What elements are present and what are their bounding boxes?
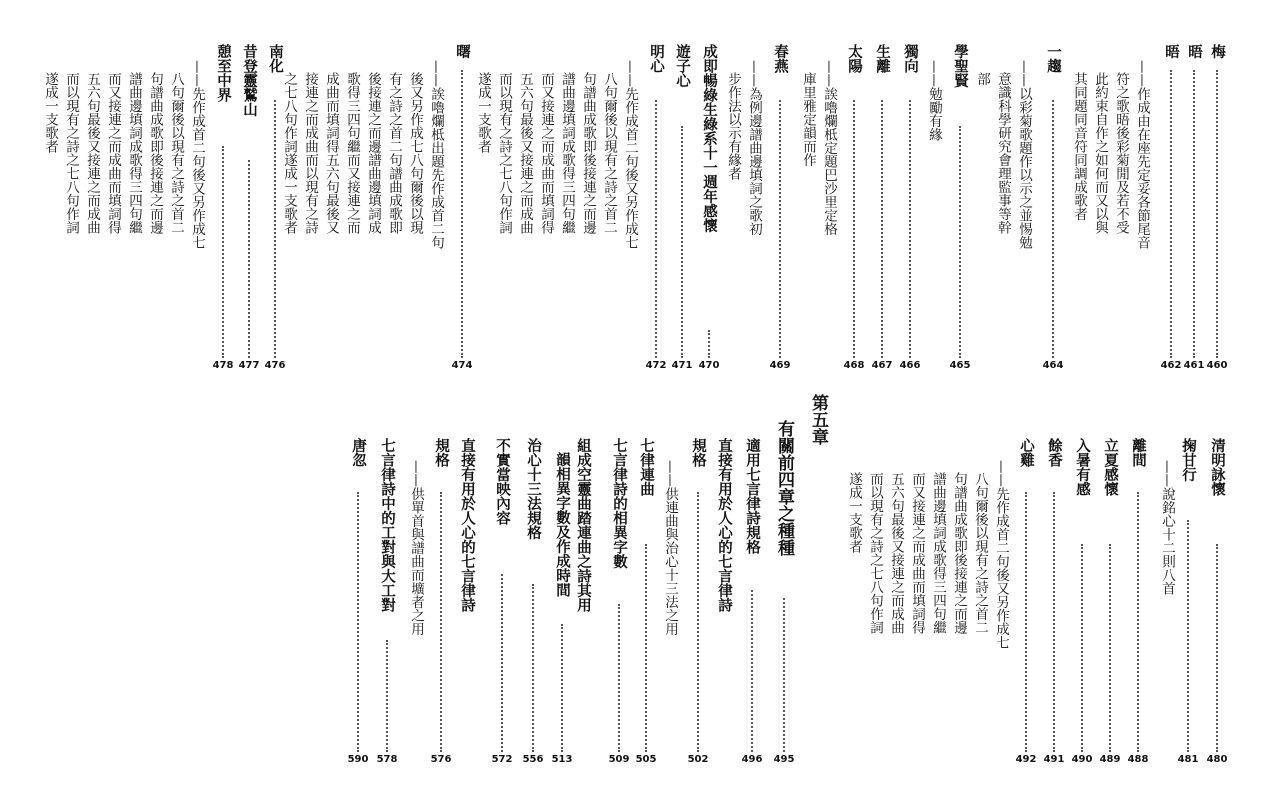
toc-entry-description bbox=[454, 0, 480, 800]
toc-entry-title: 五六句最後又接連之而成曲 bbox=[84, 72, 100, 234]
page-number: 513 bbox=[551, 754, 573, 765]
page-number: 468 bbox=[843, 360, 865, 371]
toc-entry bbox=[1069, 0, 1095, 800]
toc-entry-title: 部 bbox=[974, 72, 990, 86]
toc-entry bbox=[428, 0, 454, 800]
toc-entry-title: 七律連曲 bbox=[638, 438, 655, 496]
leader-dots bbox=[645, 544, 647, 752]
toc-entry-title: 掬甘行 bbox=[1180, 438, 1197, 482]
toc-entry-title: 而以現有之詩之七八句作詞 bbox=[496, 72, 512, 234]
toc-entry-title: 直接有用於人心的七言律詩 bbox=[716, 438, 733, 612]
toc-entry-title: 春燕 bbox=[772, 44, 789, 73]
page-number: 470 bbox=[698, 360, 720, 371]
toc-entry-title: ——誒嚕爛柢出題先作成首二句 bbox=[428, 60, 444, 249]
toc-entry-title: 不實當映內容 bbox=[494, 438, 511, 525]
toc-entry-title: 八句爾後以現有之詩之首二 bbox=[601, 72, 617, 234]
toc-entry-title: 歌得三四句繼而又接連之而 bbox=[344, 72, 360, 234]
toc-entry-title: 而又接連之而成曲而填詞得 bbox=[538, 72, 554, 234]
toc-entry-title: 之七八句作詞遂成一支歌者 bbox=[281, 72, 297, 234]
toc-entry-title: ——說銘心十二則八首 bbox=[1159, 460, 1175, 595]
toc-entry-title: 此約束自作之如何而又以與 bbox=[1092, 72, 1108, 234]
page-number: 590 bbox=[347, 754, 369, 765]
toc-entry-title: 其同題同音符同調成歌者 bbox=[1071, 72, 1087, 221]
page-number: 480 bbox=[1206, 754, 1228, 765]
toc-entry-title: 遂成一支歌者 bbox=[475, 72, 491, 153]
page-number: 474 bbox=[451, 360, 473, 371]
toc-entry-description bbox=[805, 0, 831, 800]
page-number: 572 bbox=[491, 754, 513, 765]
page-number: 471 bbox=[671, 360, 693, 371]
toc-entry-title: 離間 bbox=[1130, 438, 1147, 467]
toc-entry bbox=[1041, 0, 1067, 800]
leader-dots bbox=[783, 598, 785, 752]
page-number: 505 bbox=[635, 754, 657, 765]
page-number: 478 bbox=[212, 360, 234, 371]
leader-dots bbox=[1137, 492, 1139, 752]
page-number: 576 bbox=[430, 754, 452, 765]
page-number: 466 bbox=[899, 360, 921, 371]
toc-entry-title: 唐忽 bbox=[350, 438, 367, 467]
page-number: 502 bbox=[687, 754, 709, 765]
toc-entry-title: 五六句最後又接連之而成曲 bbox=[888, 472, 904, 634]
toc-entry-title: 太陽 bbox=[846, 44, 863, 73]
toc-entry-title: 成曲而填詞得五六句最後又 bbox=[323, 72, 339, 234]
leader-dots bbox=[532, 584, 534, 752]
toc-entry bbox=[1097, 0, 1123, 800]
toc-entry-title: ——先作成首二句後又另作成七 bbox=[189, 60, 205, 249]
toc-entry-title: 晤 bbox=[1163, 44, 1180, 59]
page-number: 489 bbox=[1099, 754, 1121, 765]
toc-entry bbox=[606, 0, 632, 800]
toc-entry-title: ——供連曲與治心十三法之用 bbox=[662, 460, 678, 636]
toc-entry-title: 接連之而成曲而以現有之詩 bbox=[302, 72, 318, 234]
toc-entry-title: 憩至中界 bbox=[215, 44, 232, 102]
leader-dots bbox=[697, 492, 699, 752]
toc-entry-description bbox=[37, 0, 63, 800]
toc-entry bbox=[1204, 0, 1230, 800]
toc-entry-title: 生離 bbox=[874, 44, 891, 73]
leader-dots bbox=[222, 146, 224, 358]
toc-entry-title: 遂成一支歌者 bbox=[846, 472, 862, 553]
toc-entry-title: 譜曲邊填詞成歌得三四句繼 bbox=[930, 472, 946, 634]
page-number: 476 bbox=[264, 360, 286, 371]
page-number: 469 bbox=[769, 360, 791, 371]
page-number: 490 bbox=[1071, 754, 1093, 765]
toc-entry bbox=[489, 0, 515, 800]
leader-dots bbox=[751, 590, 753, 752]
toc-entry-title: 心雞 bbox=[1018, 438, 1035, 467]
page-number: 488 bbox=[1127, 754, 1149, 765]
toc-entry bbox=[236, 0, 262, 800]
toc-entry-title: 明心 bbox=[648, 44, 665, 73]
toc-entry-title: 韻相異字數及作成時間 bbox=[554, 452, 571, 597]
toc-entry-title: 後接連之而邊譜曲邊填詞成 bbox=[365, 72, 381, 234]
page-number: 472 bbox=[645, 360, 667, 371]
toc-entry-title: 獨向 bbox=[902, 44, 919, 73]
toc-entry-title: 而又接連之而成曲而填詞得 bbox=[105, 72, 121, 234]
page-number: 496 bbox=[741, 754, 763, 765]
toc-entry-title: 譜曲邊填詞成歌得三四句繼 bbox=[126, 72, 142, 234]
page-number: 495 bbox=[773, 754, 795, 765]
toc-entry-title: 遊子心 bbox=[674, 44, 691, 88]
toc-entry-title: 梅 bbox=[1209, 44, 1226, 59]
toc-entry bbox=[633, 0, 659, 800]
page-number: 556 bbox=[522, 754, 544, 765]
toc-entry bbox=[210, 0, 236, 800]
toc-entry-title: ——以彩菊歌題作以示之並惕勉 bbox=[1016, 60, 1032, 249]
toc-entry-title: 晤 bbox=[1186, 44, 1203, 59]
toc-entry-description bbox=[841, 0, 867, 800]
leader-dots bbox=[561, 624, 563, 752]
toc-entry-title: 句譜曲成歌即後接連之而邊 bbox=[580, 72, 596, 234]
leader-dots bbox=[1216, 544, 1218, 752]
toc-entry-title: 句譜曲成歌即後接連之而邊 bbox=[951, 472, 967, 634]
toc-entry-description bbox=[1154, 0, 1180, 800]
leader-dots bbox=[501, 574, 503, 752]
toc-entry bbox=[1125, 0, 1151, 800]
toc-entry-title: 曙 bbox=[454, 44, 471, 59]
toc-entry-title: 有之詩之首二句譜曲成歌即 bbox=[386, 72, 402, 234]
toc-entry-title: ——為例邊譜曲邊填詞之歌初 bbox=[746, 60, 762, 236]
toc-entry-title: ——作成由在座先定妥各節尾音 bbox=[1134, 60, 1150, 249]
toc-entry-title: 符之歌晤後彩菊閒及若不受 bbox=[1113, 72, 1129, 234]
toc-entry-title: 成即暢綠生綠系十一週年感懷 bbox=[701, 44, 718, 233]
toc-entry-title: 譜曲邊填詞成歌得三四句繼 bbox=[559, 72, 575, 234]
toc-entry-title: 立夏感懷 bbox=[1102, 438, 1119, 496]
toc-entry-title: 而又接連之而成曲而填詞得 bbox=[909, 472, 925, 634]
page-number: 465 bbox=[949, 360, 971, 371]
toc-entry bbox=[374, 0, 400, 800]
leader-dots bbox=[1025, 492, 1027, 752]
leader-dots bbox=[357, 492, 359, 752]
toc-entry-title: 一趨 bbox=[1045, 44, 1062, 73]
page-number: 491 bbox=[1043, 754, 1065, 765]
toc-entry-title: 清明詠懷 bbox=[1209, 438, 1226, 496]
toc-entry-description bbox=[657, 0, 683, 800]
toc-entry-title: 有關前四章之種種 bbox=[774, 420, 794, 556]
page-number: 481 bbox=[1177, 754, 1199, 765]
toc-entry-title: 昔登靈鷲山 bbox=[241, 44, 258, 117]
leader-dots bbox=[386, 640, 388, 752]
toc-entry-title: 南化 bbox=[267, 44, 284, 73]
leader-dots bbox=[274, 100, 276, 358]
toc-entry-title: 八句爾後以現有之詩之首二 bbox=[972, 472, 988, 634]
toc-entry-title: 組成空靈曲踏連曲之詩其用 bbox=[575, 438, 592, 612]
leader-dots bbox=[1081, 544, 1083, 752]
page-number: 461 bbox=[1183, 360, 1205, 371]
toc-entry-title: 意識科學研究會理監事等幹 bbox=[995, 72, 1011, 234]
leader-dots bbox=[1187, 520, 1189, 752]
toc-entry-title: 規格 bbox=[690, 438, 707, 467]
toc-entry bbox=[739, 0, 765, 800]
page-number: 460 bbox=[1206, 360, 1228, 371]
toc-entry-description bbox=[711, 0, 737, 800]
toc-entry-title: 後又另作成七八句爾後以現 bbox=[407, 72, 423, 234]
page-number: 464 bbox=[1042, 360, 1064, 371]
toc-entry-title: 規格 bbox=[433, 438, 450, 467]
page-number: 578 bbox=[376, 754, 398, 765]
leader-dots bbox=[1109, 544, 1111, 752]
toc-entry-title: 七言律詩的相異字數 bbox=[611, 438, 628, 569]
toc-entry-title: ——先作成首二句後又另作成七 bbox=[622, 60, 638, 249]
toc-entry-title: 入暑有感 bbox=[1074, 438, 1091, 496]
toc-entry bbox=[345, 0, 371, 800]
page-number: 492 bbox=[1015, 754, 1037, 765]
page-number: 467 bbox=[871, 360, 893, 371]
toc-entry bbox=[1013, 0, 1039, 800]
toc-entry-title: 八句爾後以現有之詩之首二 bbox=[168, 72, 184, 234]
toc-entry-title: 學聖賢 bbox=[952, 44, 969, 88]
toc-entry-title: ——供單首與譜曲而壙者之用 bbox=[408, 460, 424, 636]
toc-entry bbox=[771, 0, 797, 800]
toc-entry-title: 遂成一支歌者 bbox=[42, 72, 58, 153]
leader-dots bbox=[248, 160, 250, 358]
toc-entry-title: 直接有用於人心的七言律詩 bbox=[459, 438, 476, 612]
toc-entry-title: 五六句最後又接連之而成曲 bbox=[517, 72, 533, 234]
leader-dots bbox=[440, 492, 442, 752]
toc-entry-title: 步作法以示有緣者 bbox=[725, 72, 741, 180]
toc-entry-description bbox=[403, 0, 429, 800]
toc-entry-title: ——誒嚕爛柢定題巴沙里定格 bbox=[821, 60, 837, 236]
toc-entry-title: 適用七言律詩規格 bbox=[744, 438, 761, 554]
page-number: 509 bbox=[608, 754, 630, 765]
toc-entry-title: 餘香 bbox=[1046, 438, 1063, 467]
toc-entry-title: 庫里雅定韻而作 bbox=[800, 72, 816, 167]
page-number: 477 bbox=[238, 360, 260, 371]
toc-entry-title: ——勉勵有緣 bbox=[926, 60, 942, 141]
toc-entry-title: 而以現有之詩之七八句作詞 bbox=[867, 472, 883, 634]
toc-entry bbox=[549, 0, 575, 800]
toc-entry bbox=[262, 0, 288, 800]
toc-entry-title: 第五章 bbox=[808, 394, 828, 445]
toc-entry-title: ——先作成首二句後又另作成七 bbox=[993, 460, 1009, 649]
toc-entry bbox=[685, 0, 711, 800]
leader-dots bbox=[1053, 492, 1055, 752]
toc-entry-title: 治心十三法規格 bbox=[525, 438, 542, 540]
toc-entry bbox=[520, 0, 546, 800]
toc-entry-title: 七言律詩中的工對與大工對 bbox=[379, 438, 396, 612]
page-number: 462 bbox=[1160, 360, 1182, 371]
toc-entry-title: 句譜曲成歌即後接連之而邊 bbox=[147, 72, 163, 234]
toc-entry-title: 而以現有之詩之七八句作詞 bbox=[63, 72, 79, 234]
leader-dots bbox=[618, 604, 620, 752]
